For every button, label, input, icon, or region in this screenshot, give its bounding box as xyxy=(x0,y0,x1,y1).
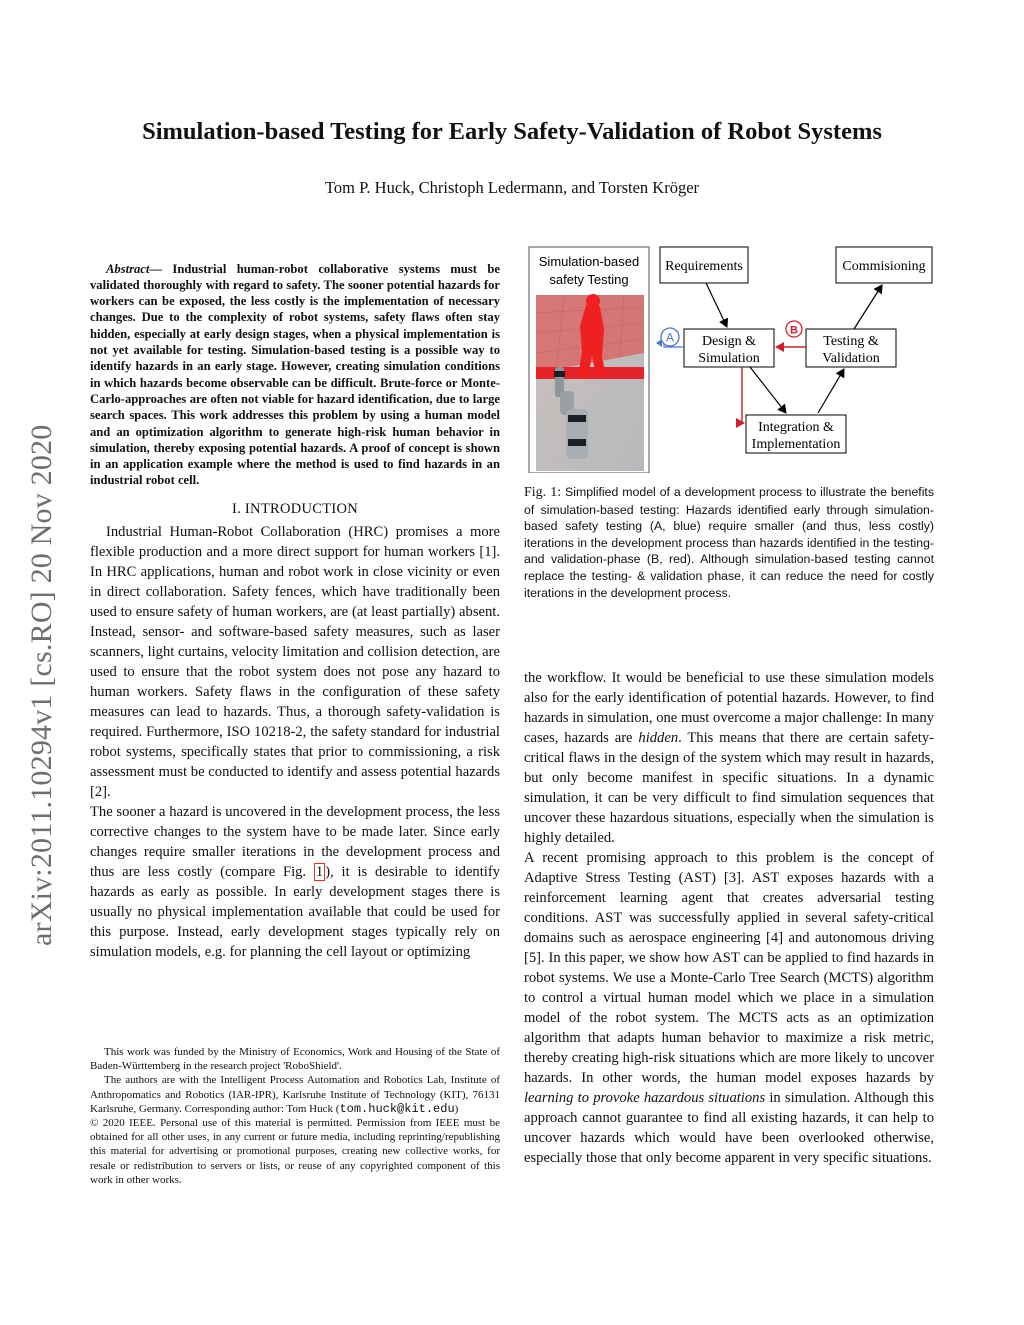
arxiv-identifier[interactable]: arXiv:2011.10294v1 [cs.RO] 20 Nov 2020 xyxy=(25,424,58,946)
iteration-a-blue xyxy=(656,328,684,347)
left-column xyxy=(90,248,500,962)
design-label-line-2: Simulation xyxy=(698,351,760,366)
intro-paragraph-3: the workflow. It would be beneficial to use these simulation models also for the early identification of potential hazards. However, to find hazards in simulation, one must overcome a major challenge: In many cases, hazards are hidden. This means that there are certain safety-critical flaws in the design of the system which may result in hazards, but only become manifest in specific situations. In a dynamic simulation, it can be very difficult to find simulation sequences that uncover these hazardous situations, especially when the simulation is highly detailed. xyxy=(524,670,934,846)
affiliation-note: The authors are with the Intelligent Process Automation and Robotics Lab, Institute of Anthropomatics and Robotics (IAR-IPR), Karlsruhe Institute of Technology (KIT), 76131 Karlsruhe, Germany. Corresponding author: Tom Huck (tom.huck@kit.edu) xyxy=(90,1074,500,1116)
footnotes xyxy=(90,1045,500,1187)
inset-label-line-2: safety Testing xyxy=(549,272,629,287)
inset-label-line-1: Simulation-based xyxy=(538,254,640,269)
marker-a-label: A xyxy=(665,330,675,345)
section-heading-introduction: I. INTRODUCTION xyxy=(231,501,359,518)
intro-paragraph-1: Industrial Human-Robot Collaboration (HRC) promises a more flexible production and a more direct support for human workers [1]. In HRC applications, human and robot work in close vicinity or even in direct collaboration. Safety fences, which have traditionally been used to ensure safety of human workers, are (at least partially) absent. Instead, sensor- and software-based safety measures, such as laser scanners, light curtains, velocity limitation and collision detection, are used to ensure that the robot system does not pose any hazard to human workers. Safety flaws in the configuration of these safety measures can lead to hazards. Thus, a thorough safety-validation is required. Furthermore, ISO 10218-2, the safety standard for industrial robot systems, specifically states that prior to commissioning, a risk assessment must be conducted to identify and assess potential hazards [2]. xyxy=(90,524,500,801)
figure-caption xyxy=(524,484,934,601)
design-label-line-1: Design & xyxy=(701,334,757,349)
figure-reference-link[interactable]: 1 xyxy=(315,864,324,881)
author-email[interactable]: tom.huck@kit.edu xyxy=(339,1101,455,1116)
abstract-label: Abstract xyxy=(106,261,150,276)
simulation-screenshot-inset xyxy=(529,247,649,473)
author-list: Tom P. Huck, Christoph Ledermann, and Torsten Kröger xyxy=(324,178,700,197)
caption-label: Fig. 1: xyxy=(524,485,562,500)
caption-text: Simplified model of a development process to illustrate the benefits of simulation-based testing: Hazards identified early through simulation-based safety testing (A, blue) require smaller (and thus, less costly) iterations in the development process than hazards identified in the testing- and validation-phase (B, red). Although simulation-based testing cannot replace the testing- & validation phase, it can reduce the need for costly iterations in the development process. xyxy=(524,485,934,600)
testing-label-line-1: Testing & xyxy=(823,334,879,349)
integration-label-line-1: Integration & xyxy=(758,420,834,435)
figure-development-process xyxy=(524,243,944,473)
funding-note: This work was funded by the Ministry of Economics, Work and Housing of the State of Baden-Württemberg in the research project 'RoboShield'. xyxy=(90,1046,500,1073)
commissioning-label: Commisioning xyxy=(842,259,926,274)
requirements-label: Requirements xyxy=(665,259,743,274)
testing-label-line-2: Validation xyxy=(822,351,880,366)
intro-paragraph-2: The sooner a hazard is uncovered in the development process, the less corrective changes to the system have to be made later. Since early changes require smaller iterations in the development process and thus are less costly (compare Fig. 1 ), it is desirable to identify hazards as early as possible. In early development stages there is usually no physical implementation available that could be used for this purpose. Instead, early development stages typically rely on simulation models, e.g. for planning the cell layout or optimizing xyxy=(90,804,500,961)
copyright-note: © 2020 IEEE. Personal use of this material is permitted. Permission from IEEE must be obtained for all other uses, in any current or future media, including reprinting/republishing this material for advertising or promotional purposes, creating new collective works, for resale or redistribution to servers or lists, or reuse of any copyrighted component of this work in other works. xyxy=(90,1117,500,1186)
intro-paragraph-4: A recent promising approach to this problem is the concept of Adaptive Stress Testing (AST) [3]. AST exposes hazards with a reinforcement learning agent that creates adversarial testing conditions. AST was successfully applied in several safety-critical domains such as aerospace engineering [4] and autonomous driving [5]. In this paper, we show how AST can be applied to find hazards in robot systems. We use a Monte-Carlo Tree Search (MCTS) algorithm to control a virtual human model which we place in a simulation model of the robot system. The MCTS acts as an optimization algorithm that adapts human behavior to maximize a risk metric, thereby creating high-risk situations which are more likely to uncover hazards. In other words, the human model exposes hazards by learning to provoke hazardous situations in simulation. Although this approach cannot guarantee to find all existing hazards, it can help to uncover hazards which would have been overlooked otherwise, especially those that only become apparent in very specific situations. xyxy=(524,850,934,1166)
marker-b-label: B xyxy=(790,324,798,337)
integration-label-line-2: Implementation xyxy=(751,437,841,452)
paper-title: Simulation-based Testing for Early Safety-Validation of Robot Systems xyxy=(142,118,882,145)
abstract-text: Industrial human-robot collaborative systems must be validated thoroughly with regard to safety. The sooner potential hazards for workers can be exposed, the less costly is the implementation of necessary changes. Due to the complexity of robot systems, safety flaws often stay hidden, especially at early design stages, when a physical implementation is not yet available for testing. Simulation-based testing is a possible way to identify hazards in an early stage. However, creating simulation conditions in which hazards become observable can be difficult. Brute-force or Monte-Carlo-approaches are often not viable for hazard identification, due to large search spaces. This work addresses this problem by using a human model and an optimization algorithm to generate high-risk human behavior in simulation, thereby exposing potential hazards. A proof of concept is shown in an application example where the method is used to find hazards in an industrial robot cell. xyxy=(90,261,501,488)
abstract: Abstract— Industrial human-robot collaborative systems must be validated thoroughly with regard to safety. The sooner potential hazards for workers can be exposed, the less costly is the implementation of necessary changes. Due to the complexity of robot systems, safety flaws often stay hidden, especially at early design stages, when a physical implementation is not yet available for testing. Simulation-based testing is a possible way to identify hazards in an early stage. However, creating simulation conditions in which hazards become observable can be difficult. Brute-force or Monte-Carlo-approaches are often not viable for hazard identification, due to large search spaces. This work addresses this problem by using a human model and an optimization algorithm to generate high-risk human behavior in simulation, thereby exposing potential hazards. A proof of concept is shown in an application example where the method is used to find hazards in an industrial robot cell. xyxy=(90,261,501,488)
right-column xyxy=(524,668,934,1168)
